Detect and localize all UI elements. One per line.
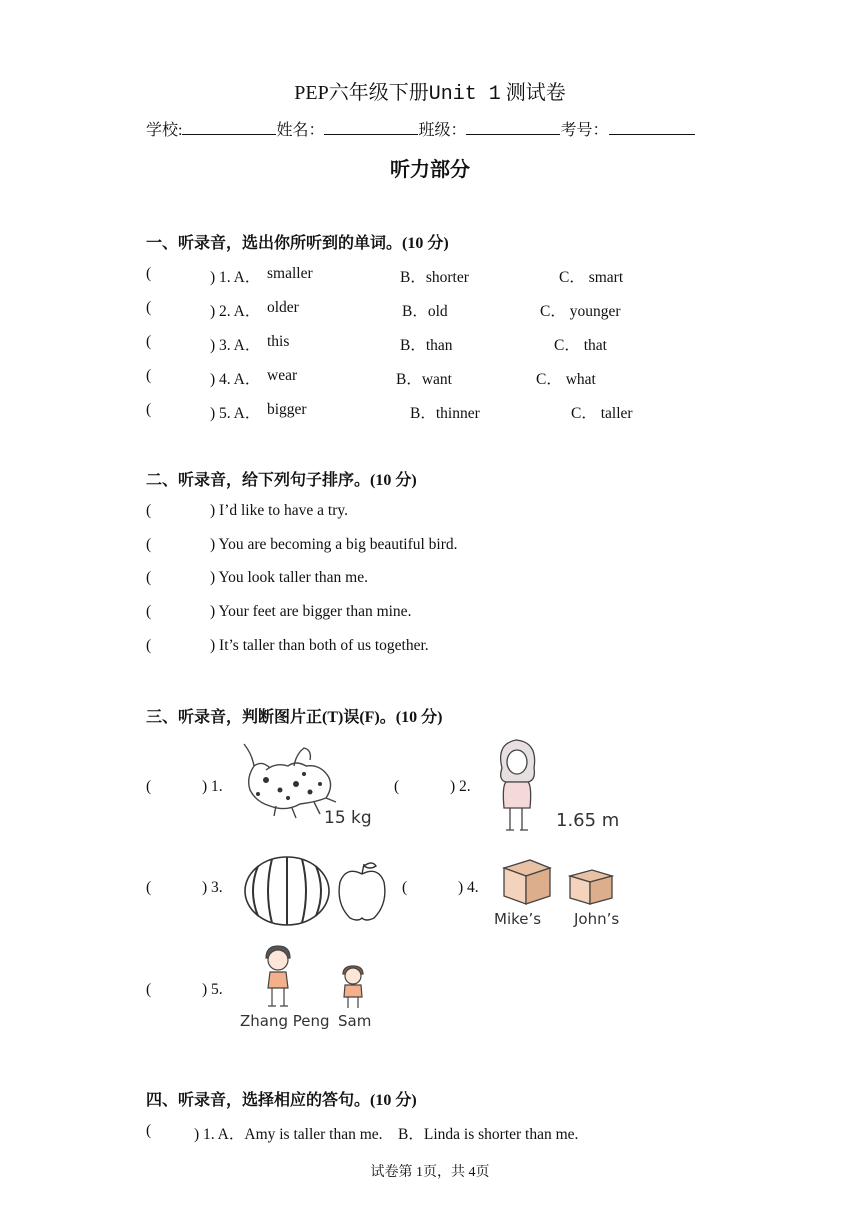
small-box-picture — [568, 866, 614, 906]
name-blank[interactable] — [324, 120, 418, 135]
option-b: B．old — [402, 303, 448, 320]
answer-paren[interactable]: ( — [146, 401, 152, 418]
answer-paren[interactable]: ( — [146, 265, 152, 282]
girl-picture — [492, 736, 542, 836]
option-b: B．thinner — [410, 405, 480, 422]
sentence: ) You look taller than me. — [210, 569, 368, 586]
option-c: C． smart — [559, 269, 624, 286]
page-footer: 试卷第 1页，共 4页 — [370, 1165, 490, 1180]
sec3-q5 — [146, 981, 236, 1003]
school-label: 学校: — [146, 122, 183, 139]
option-c: C． that — [554, 337, 607, 354]
item-number: ) 1. A． — [210, 269, 261, 286]
big-box-picture — [500, 854, 552, 906]
answer-paren[interactable]: ( — [146, 778, 152, 795]
class-label: 班级： — [418, 122, 467, 139]
sec1-item-3 — [146, 333, 746, 355]
answer-paren[interactable]: ( — [146, 333, 152, 350]
sentence: ) 1. A．Amy is taller than me. B．Linda is shorter than me. — [194, 1126, 579, 1143]
exam-no-blank[interactable] — [609, 120, 695, 135]
answer-paren[interactable]: ( — [146, 1122, 152, 1139]
sec4-heading: 四、听录音，选择相应的答句。(10 分) — [146, 1092, 417, 1109]
sec3-q2 — [394, 778, 484, 800]
sec3-q4 — [402, 879, 492, 901]
option-c: C． what — [536, 371, 596, 388]
sec2-heading: 二、听录音，给下列句子排序。(10 分) — [146, 472, 417, 489]
item-number: ) 5. A． — [210, 405, 261, 422]
dog-weight-label: 15 kg — [324, 808, 372, 828]
option-b: B．than — [400, 337, 453, 354]
item-number: ) 2. — [450, 778, 471, 795]
answer-paren[interactable]: ( — [146, 981, 152, 998]
option-b: B．shorter — [400, 269, 469, 286]
answer-paren[interactable]: ( — [146, 637, 152, 654]
title-unit: Unit 1 — [428, 83, 501, 106]
sec3-q3 — [146, 879, 236, 901]
school-blank[interactable] — [182, 120, 276, 135]
student-info-line — [146, 117, 695, 140]
sec1-heading: 一、听录音，选出你所听到的单词。(10 分) — [146, 235, 449, 252]
exam-no-label: 考号： — [560, 122, 609, 139]
item-number: ) 1. — [202, 778, 223, 795]
sentence: ) You are becoming a big beautiful bird. — [210, 536, 458, 553]
sec1-item-4 — [146, 367, 746, 389]
option-b: B．want — [396, 371, 452, 388]
answer-paren[interactable]: ( — [394, 778, 400, 795]
item-number: ) 3. — [202, 879, 223, 896]
answer-paren[interactable]: ( — [146, 502, 152, 519]
sec2-item-5 — [146, 637, 646, 659]
zhang-peng-picture — [262, 944, 294, 1010]
sec3-q1 — [146, 778, 236, 800]
title-cn: PEP六年级下册 — [294, 82, 429, 104]
sec4-item-1 — [146, 1122, 666, 1144]
answer-paren[interactable]: ( — [146, 569, 152, 586]
name-label: 姓名： — [276, 122, 325, 139]
page-title — [0, 76, 860, 106]
sentence: ) It’s taller than both of us together. — [210, 637, 429, 654]
item-number: ) 4. — [458, 879, 479, 896]
name-label-zhang-peng: Zhang Peng — [240, 1012, 330, 1030]
sec2-item-3 — [146, 569, 646, 591]
sec1-item-2 — [146, 299, 746, 321]
item-number: ) 2. A． — [210, 303, 261, 320]
sec2-item-2 — [146, 536, 646, 558]
item-number: ) 4. A． — [210, 371, 261, 388]
box-label-mike: Mike’s — [494, 910, 542, 928]
option-c: C． taller — [571, 405, 633, 422]
sentence: ) Your feet are bigger than mine. — [210, 603, 412, 620]
watermelon-picture — [242, 854, 332, 928]
answer-paren[interactable]: ( — [146, 536, 152, 553]
sec1-item-5 — [146, 401, 746, 423]
item-number: ) 3. A． — [210, 337, 261, 354]
option-a: older — [267, 299, 299, 316]
option-a: wear — [267, 367, 298, 384]
option-a: bigger — [267, 401, 307, 418]
sam-picture — [338, 964, 368, 1010]
sentence: ) I’d like to have a try. — [210, 502, 349, 519]
sec3-heading: 三、听录音，判断图片正(T)误(F)。(10 分) — [146, 709, 443, 726]
answer-paren[interactable]: ( — [146, 299, 152, 316]
option-a: this — [267, 333, 290, 350]
section-subtitle: 听力部分 — [390, 159, 470, 181]
answer-paren[interactable]: ( — [146, 879, 152, 896]
name-label-sam: Sam — [338, 1012, 372, 1030]
sec2-item-1 — [146, 502, 646, 524]
answer-paren[interactable]: ( — [146, 603, 152, 620]
title-end: 测试卷 — [505, 82, 566, 104]
answer-paren[interactable]: ( — [146, 367, 152, 384]
class-blank[interactable] — [466, 120, 560, 135]
apple-picture — [336, 858, 388, 924]
item-number: ) 5. — [202, 981, 223, 998]
girl-height-label: 1.65 m — [556, 810, 620, 831]
option-a: smaller — [267, 265, 313, 282]
answer-paren[interactable]: ( — [402, 879, 408, 896]
box-label-john: John’s — [574, 910, 620, 928]
sec1-item-1 — [146, 265, 746, 287]
sec2-item-4 — [146, 603, 646, 625]
option-c: C． younger — [540, 303, 621, 320]
